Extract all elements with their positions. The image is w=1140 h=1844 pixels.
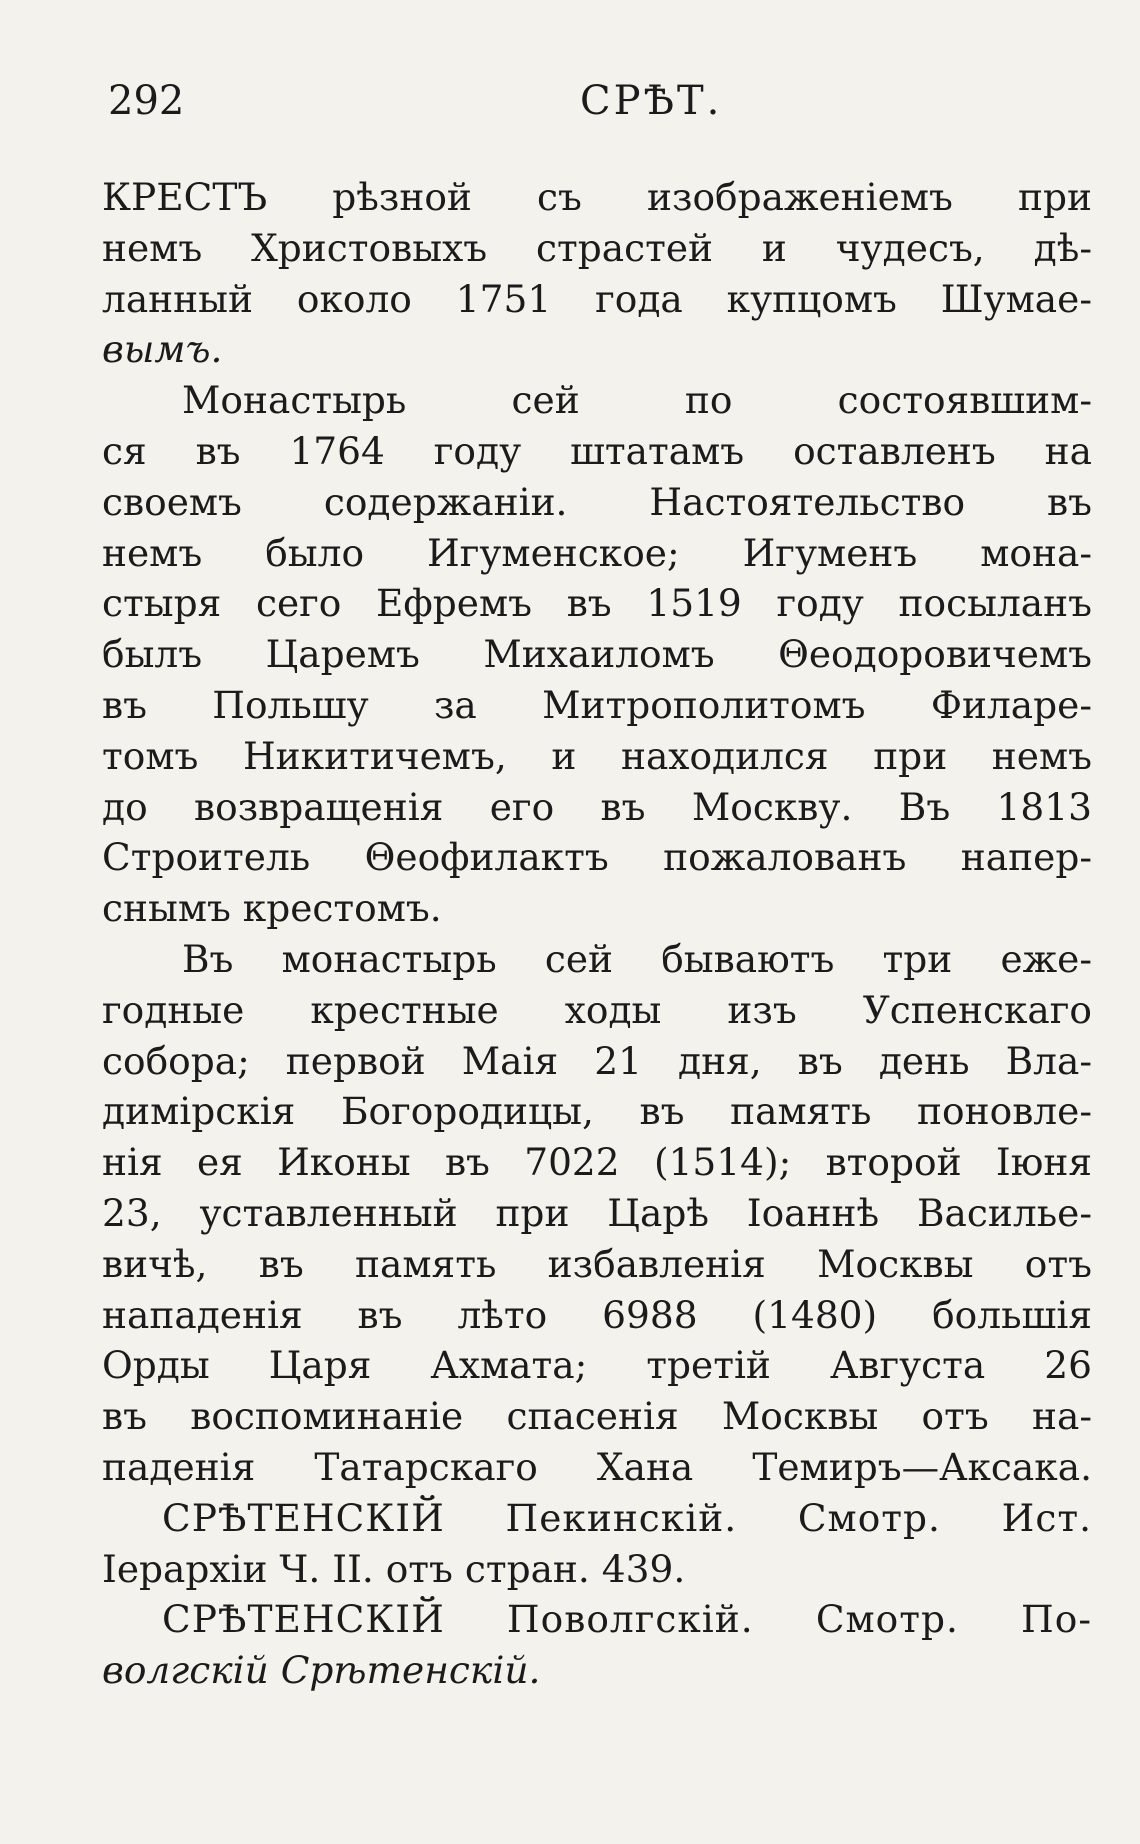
text-line: нападенiя въ лѣто 6988 (1480) большiя: [102, 1292, 1092, 1337]
page-header: [0, 78, 1140, 138]
text-line: Монастырь сей по состоявшим-: [182, 378, 1092, 423]
text-line: Орды Царя Ахмата; третiй Августа 26: [102, 1343, 1092, 1388]
text-line: ся въ 1764 году штатамъ оставленъ на: [102, 428, 1092, 473]
text-line: снымъ крестомъ.: [102, 886, 442, 931]
text-line: вичѣ, въ память избавленiя Москвы отъ: [102, 1241, 1092, 1286]
running-head: СРѢТ.: [580, 78, 723, 124]
text-line: былъ Царемъ Михаиломъ Θеодоровичемъ: [102, 632, 1092, 677]
text-line: волгскiй Срѣтенскiй.: [102, 1648, 541, 1693]
text-line: КРЕСТЪ рѣзной съ изображенiемъ при: [102, 175, 1092, 219]
text-line: Въ монастырь сей бываютъ три еже-: [182, 936, 1092, 981]
text-line: димiрскiя Богородицы, въ память поновле-: [102, 1089, 1092, 1134]
text-line: до возвращенiя его въ Москву. Въ 1813: [102, 784, 1092, 829]
text-line: ланный около 1751 года купцомъ Шумае-: [102, 276, 1092, 321]
text-line: Строитель Θеофилактъ пожалованъ напер-: [102, 835, 1092, 880]
text-line: вымъ.: [102, 327, 223, 372]
body-text: [102, 172, 1092, 1696]
text-line: нiя ея Иконы въ 7022 (1514); второй Iюня: [102, 1140, 1092, 1185]
text-line: 23, уставленный при Царѣ Iоаннѣ Васильe-: [102, 1190, 1092, 1235]
text-line: своемъ содержанiи. Настоятельство въ: [102, 479, 1092, 524]
text-line: въ воспоминанiе спасенiя Москвы отъ на-: [102, 1394, 1092, 1439]
text-line: стыря сего Ефремъ въ 1519 году посыланъ: [102, 581, 1092, 626]
text-line: СРѢТЕНСКIЙ Пекинскiй. Смотр. Ист.: [162, 1495, 1092, 1540]
page-number: 292: [108, 78, 185, 124]
text-line: годные крестные ходы изъ Успенскаго: [102, 987, 1092, 1032]
text-line: СРѢТЕНСКIЙ Поволгскiй. Смотр. По-: [162, 1597, 1092, 1642]
text-line: Iерархiи Ч. II. отъ стран. 439.: [102, 1546, 686, 1591]
text-line: немъ Христовыхъ страстей и чудесъ, дѣ-: [102, 225, 1092, 270]
text-line: томъ Никитичемъ, и находился при немъ: [102, 733, 1092, 778]
text-line: собора; первой Маiя 21 дня, въ день Вла-: [102, 1038, 1092, 1083]
text-line: немъ было Игуменское; Игуменъ мона-: [102, 530, 1092, 575]
text-line: въ Польшу за Митрополитомъ Филаре-: [102, 682, 1092, 727]
text-line: паденiя Татарскаго Хана Темиръ—Аксака.: [102, 1444, 1092, 1489]
